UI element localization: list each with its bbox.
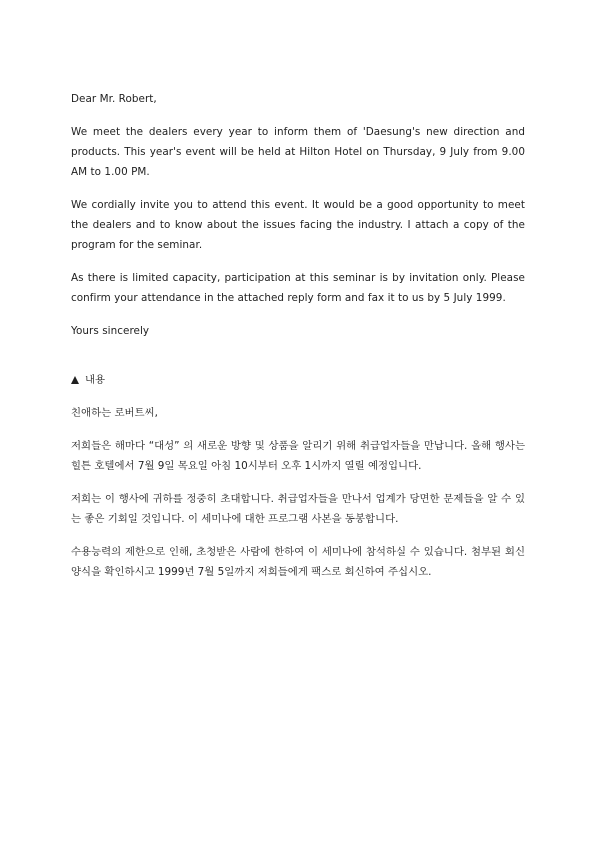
letter-page — [71, 89, 525, 582]
closing: Yours sincerely — [71, 325, 150, 337]
translation-heading — [71, 370, 525, 390]
translation-heading-label: 내용 — [85, 374, 106, 386]
translation-salutation: 친애하는 로버트씨, — [71, 407, 158, 419]
paragraph-2: We cordially invite you to attend this event. It would be a good opportunity to meet the dealers and to know about the issues facing the industry. I attach a copy of the program for the seminar. — [71, 199, 525, 251]
paragraph-3: As there is limited capacity, participation at this seminar is by invitation only. Please confirm your attendance in the attached reply form and fax it to us by 5 July 1999. — [71, 272, 525, 304]
salutation: Dear Mr. Robert, — [71, 93, 157, 105]
translation-paragraph-1: 저희들은 해마다 “대성” 의 새로운 방향 및 상품을 알리기 위해 취급업자들을 만납니다. 올해 행사는 힐튼 호텔에서 7월 9일 목요일 아침 10시부터 오후 1시까지 열릴 예정입니다. — [71, 440, 525, 472]
korean-translation — [71, 370, 525, 582]
paragraph-1: We meet the dealers every year to inform them of 'Daesung's new direction and products. This year's event will be held at Hilton Hotel on Thursday, 9 July from 9.00 AM to 1.00 PM. — [71, 126, 525, 178]
translation-paragraph-3: 수용능력의 제한으로 인해, 초청받은 사람에 한하여 이 세미나에 참석하실 수 있습니다. 첨부된 회신 양식을 확인하시고 1999년 7월 5일까지 저희들에게 팩스로 회신하여 주십시오. — [71, 546, 525, 578]
triangle-up-icon — [71, 376, 79, 384]
english-letter — [71, 89, 525, 341]
translation-paragraph-2: 저희는 이 행사에 귀하를 정중히 초대합니다. 취급업자들을 만나서 업계가 당면한 문제들을 알 수 있는 좋은 기회일 것입니다. 이 세미나에 대한 프로그램 사본을 동봉합니다. — [71, 493, 525, 525]
